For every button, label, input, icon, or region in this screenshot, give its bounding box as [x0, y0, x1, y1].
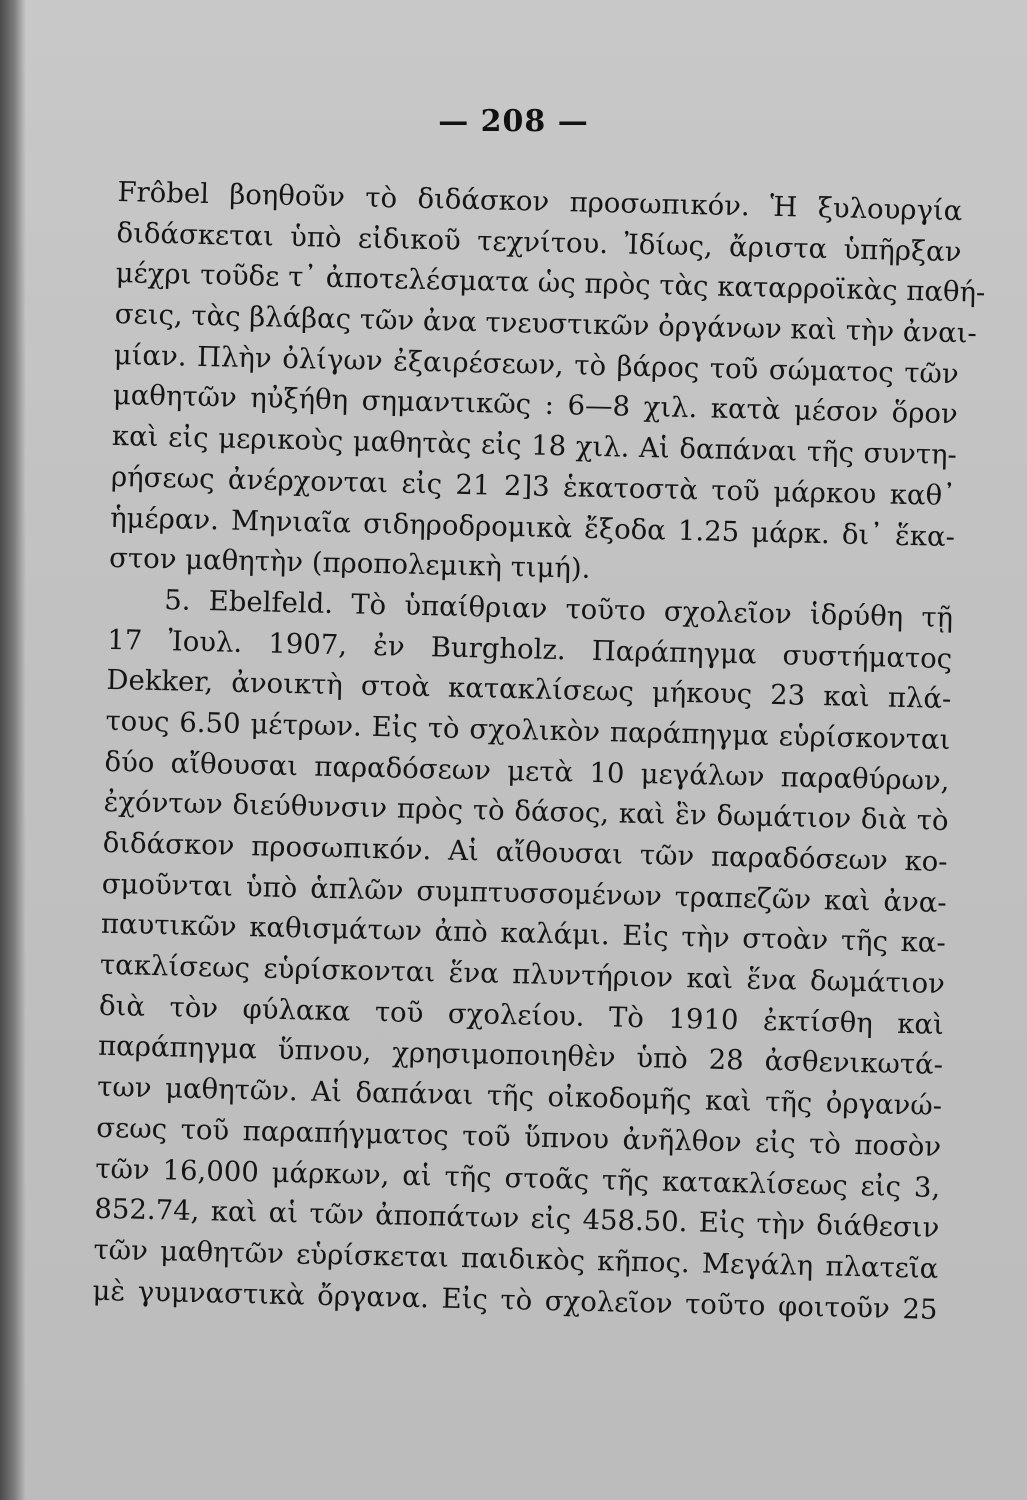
- text-line: τους 6.50 μέτρων. Εἰς τὸ σχολικὸν παράπηγμα εὑρίσκονται: [105, 704, 951, 756]
- text-line: σεις, τὰς βλάβας τῶν ἀνα τνευστικῶν ὀργάνων καὶ τὴν ἀναι-: [114, 298, 978, 350]
- text-line: 852.74, καὶ αἱ τῶν ἀποπάτων εἰς 458.50. Εἰς τὴν διάθεσιν: [94, 1192, 940, 1245]
- text-line: μίαν. Πλὴν ὀλίγων ἐξαιρέσεων, τὸ βάρος τοῦ σώματος τῶν: [113, 338, 959, 390]
- text-line: σμοῦνται ὑπὸ ἁπλῶν συμπτυσσομένων τραπεζῶν καὶ ἀνα-: [101, 867, 947, 919]
- text-line: ἐχόντων διεύθυνσιν πρὸς τὸ δάσος, καὶ ἓν δωμάτιον διὰ τὸ: [103, 786, 949, 838]
- text-line: 17 Ἰουλ. 1907, ἐν Burgholz. Παράπηγμα συστήματος: [107, 623, 953, 675]
- text-line: διδάσκεται ὑπὸ εἰδικοῦ τεχνίτου. Ἰδίως, ἄριστα ὑπῆρξαν: [116, 216, 962, 268]
- text-line: καὶ εἰς μερικοὺς μαθητὰς εἰς 18 χιλ. Αἱ δαπάναι τῆς συντη-: [111, 420, 958, 472]
- text-line: στον μαθητὴν (προπολεμικὴ τιμή).: [108, 542, 591, 586]
- text-line: σεως τοῦ παραπήγματος τοῦ ὕπνου ἀνῆλθον εἰς τὸ ποσὸν: [95, 1111, 942, 1163]
- text-line: τακλίσεως εὑρίσκονται ἕνα πλυντήριον καὶ ἕνα δωμάτιον: [99, 948, 946, 1001]
- page-binding-shadow: [0, 0, 26, 1500]
- text-line: των μαθητῶν. Αἱ δαπάναι τῆς οἰκοδομῆς καὶ τῆς ὀργανώ-: [96, 1070, 943, 1123]
- text-line: διὰ τὸν φύλακα τοῦ σχολείου. Τὸ 1910 ἐκτίσθη καὶ: [98, 989, 945, 1041]
- body-text: [92, 172, 986, 1330]
- text-line: Dekker, ἀνοικτὴ στοὰ κατακλίσεως μήκους 23 καὶ πλά-: [106, 664, 952, 716]
- text-line: μαθητῶν ηὐξήθη σημαντικῶς : 6—8 χιλ. κατὰ μέσον ὅρον: [112, 379, 959, 431]
- text-line: παράπηγμα ὕπνου, χρησιμοποιηθὲν ὑπὸ 28 ἀσθενικωτά-: [97, 1030, 944, 1082]
- text-line: Frôbel βοηθοῦν τὸ διδάσκον προσωπικόν. Ἡ ξυλουργία: [117, 175, 963, 228]
- text-line: 5. Ebelfeld. Τὸ ὑπαίθριαν τοῦτο σχολεῖον ἱδρύθη τῇ: [163, 584, 954, 634]
- page-number: — 208 —: [438, 104, 589, 139]
- text-line: διδάσκον προσωπικόν. Αἱ αἴθουσαι τῶν παραδόσεων κο-: [102, 826, 948, 878]
- text-line: μὲ γυμναστικὰ ὄργανα. Εἰς τὸ σχολεῖον τοῦτο φοιτοῦν 25: [92, 1274, 938, 1326]
- text-line: ρήσεως ἀνέρχονται εἰς 21 2]3 ἑκατοστὰ τοῦ μάρκου καθ᾽: [110, 460, 957, 512]
- text-line: τῶν 16,000 μάρκων, αἱ τῆς στοᾶς τῆς κατακλίσεως εἰς 3,: [95, 1152, 941, 1204]
- text-line: μέχρι τοῦδε τ᾽ ἀποτελέσματα ὡς πρὸς τὰς καταρροϊκὰς παθή-: [115, 257, 986, 310]
- text-line: τῶν μαθητῶν εὑρίσκεται παιδικὸς κῆπος. Μεγάλη πλατεῖα: [93, 1233, 939, 1285]
- text-line: παυτικῶν καθισμάτων ἀπὸ καλάμι. Εἰς τὴν στοὰν τῆς κα-: [100, 908, 947, 960]
- text-line: ἡμέραν. Μηνιαῖα σιδηροδρομικὰ ἔξοδα 1.25 μάρκ. δι᾽ ἕκα-: [109, 501, 956, 553]
- text-line: δύο αἴθουσαι παραδόσεων μετὰ 10 μεγάλων παραθύρων,: [104, 745, 950, 797]
